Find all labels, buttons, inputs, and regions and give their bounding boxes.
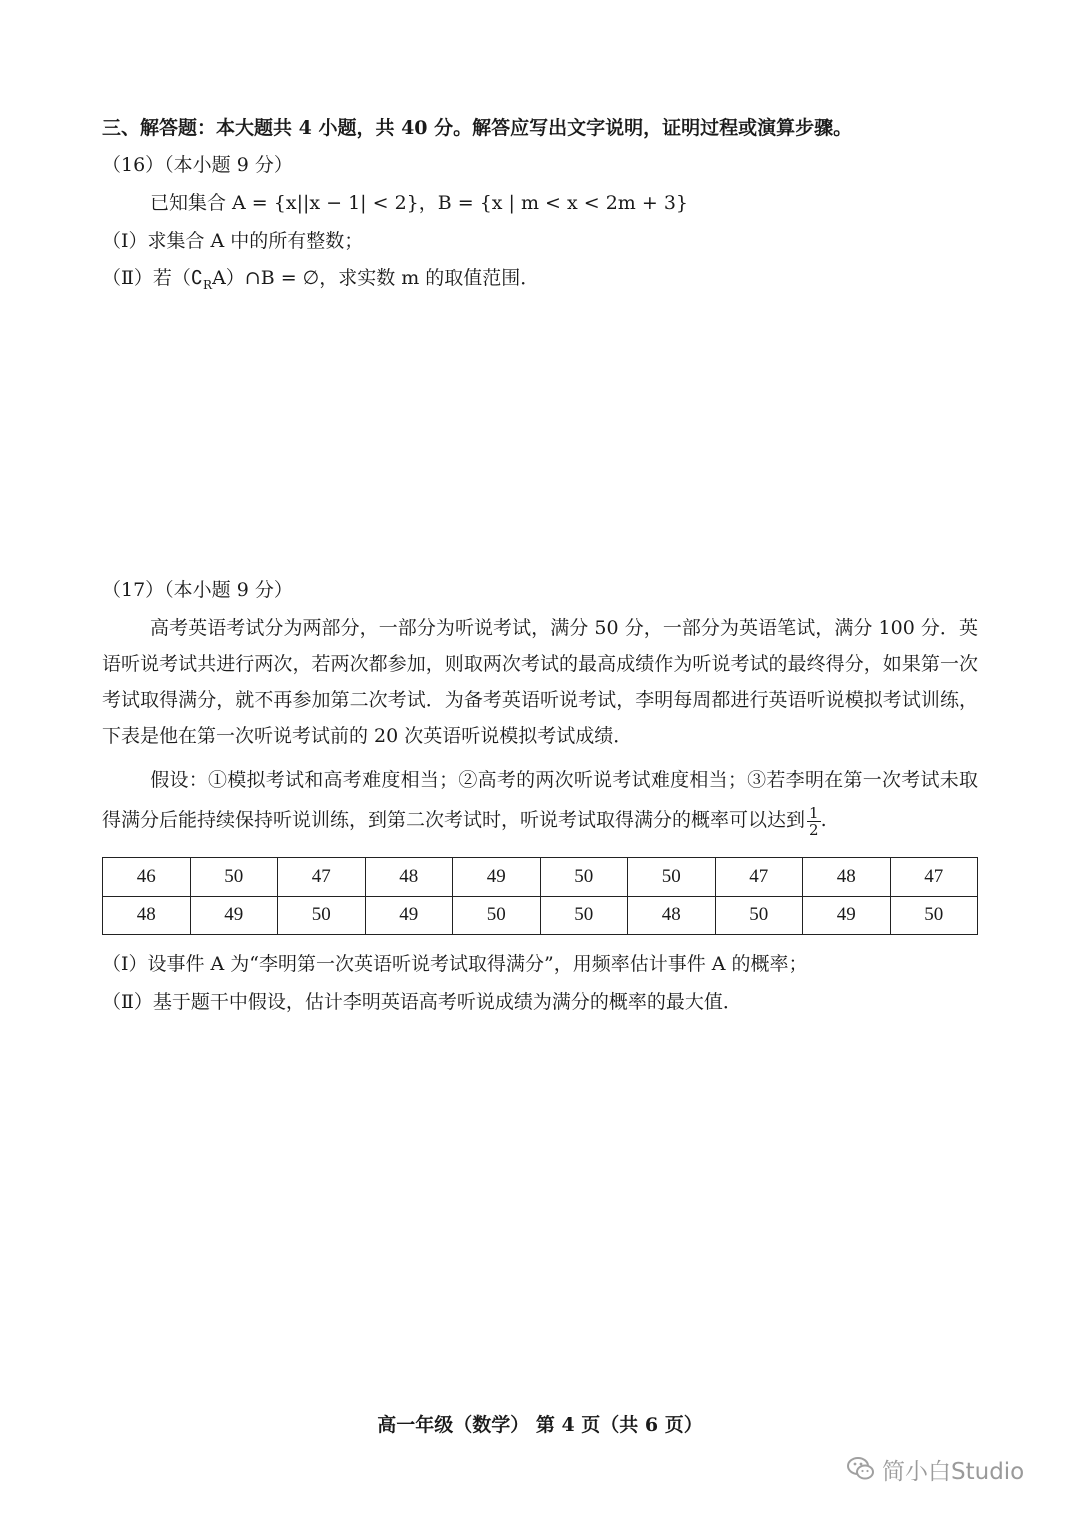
q17-para1-text: 高考英语考试分为两部分，一部分为听说考试，满分 50 分，一部分为英语笔试，满分 100 分．英语听说考试共进行两次，若两次都参加，则取两次考试的最高成绩作为听说考试的最终得分，如果第一次考试取得满分，就不再参加第二次考试．为备考英语听说考试，李明每周都进行英语听说模拟考试训练，下表是他在第一次听说考试前的 20 次英语听说模拟考试成绩． <box>102 617 978 747</box>
q16-part2 <box>102 264 539 299</box>
table-cell: 47 <box>278 858 366 897</box>
table-row <box>103 858 978 897</box>
table-cell: 50 <box>540 858 628 897</box>
table-cell: 50 <box>190 858 278 897</box>
table-cell: 50 <box>453 896 541 935</box>
q17-para2-text: 假设：①模拟考试和高考难度相当；②高考的两次听说考试难度相当；③若李明在第一次考试未取得满分后能持续保持听说训练，到第二次考试时，听说考试取得满分的概率可以达到 <box>102 769 978 831</box>
table-cell: 48 <box>628 896 716 935</box>
fraction-one-half <box>807 805 821 838</box>
fraction-numerator: 1 <box>809 803 819 822</box>
table-cell: 49 <box>453 858 541 897</box>
q17-paragraph-2 <box>102 760 978 840</box>
table-cell: 49 <box>803 896 891 935</box>
q16-part2-sub: R <box>203 277 213 292</box>
table-row <box>103 896 978 935</box>
wechat-icon <box>846 1454 876 1484</box>
page-footer: 高一年级（数学） 第 4 页（共 6 页） <box>377 1414 703 1436</box>
table-cell: 46 <box>103 858 191 897</box>
q16-label: （16）（本小题 9 分） <box>102 154 293 176</box>
q17-part2: （Ⅱ）基于题干中假设，估计李明英语高考听说成绩为满分的概率的最大值． <box>102 991 742 1013</box>
watermark-text: 简小白Studio <box>882 1458 1025 1485</box>
table-cell: 47 <box>890 858 978 897</box>
q17-para2-end: . <box>820 809 827 831</box>
table-cell: 49 <box>190 896 278 935</box>
q16-stem: 已知集合 A = {x||x − 1| < 2}，B = {x | m < x < 2m + 3} <box>150 192 689 214</box>
q16-part2-pre: （Ⅱ）若（∁ <box>102 267 204 289</box>
table-cell: 50 <box>540 896 628 935</box>
fraction-denominator: 2 <box>809 820 819 839</box>
q16-part2-post: A）∩B = ∅，求实数 m 的取值范围． <box>212 267 540 289</box>
table-cell: 50 <box>278 896 366 935</box>
q17-part1: （Ⅰ）设事件 A 为“李明第一次英语听说考试取得满分”，用频率估计事件 A 的概率； <box>102 953 808 975</box>
table-cell: 47 <box>715 858 803 897</box>
table-cell: 50 <box>628 858 716 897</box>
table-cell: 50 <box>890 896 978 935</box>
section-heading: 三、解答题：本大题共 4 小题，共 40 分。解答应写出文字说明，证明过程或演算步骤。 <box>102 117 853 139</box>
q17-paragraph-1 <box>102 610 978 754</box>
q17-label: （17）（本小题 9 分） <box>102 579 293 601</box>
table-cell: 48 <box>803 858 891 897</box>
table-cell: 48 <box>365 858 453 897</box>
table-cell: 50 <box>715 896 803 935</box>
table-cell: 49 <box>365 896 453 935</box>
table-cell: 48 <box>103 896 191 935</box>
q16-part1: （Ⅰ）求集合 A 中的所有整数； <box>102 230 364 252</box>
score-table <box>102 857 978 935</box>
watermark <box>846 1452 1024 1486</box>
